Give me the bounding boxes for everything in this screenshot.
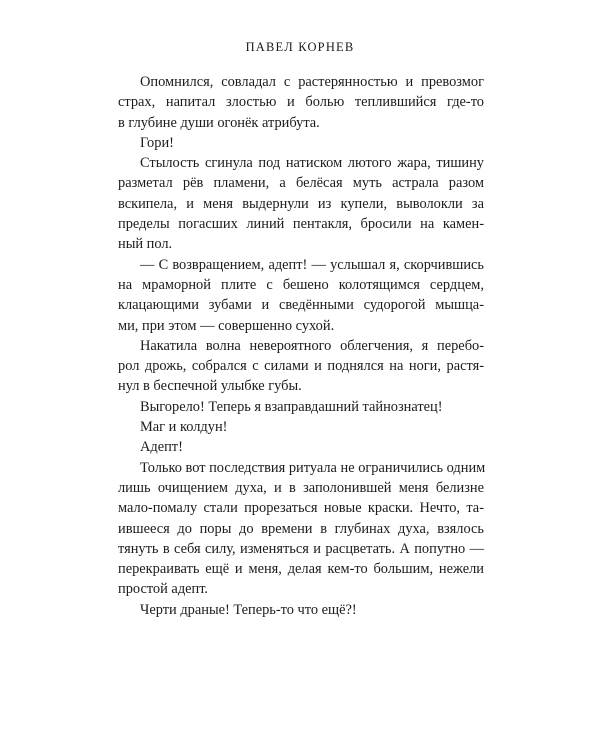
text-line: вскипела, и меня выдернули из купели, выволокли за — [118, 195, 484, 212]
page-body-text — [118, 72, 484, 620]
text-line: пределы погасших линий пентакля, бросили на камен- — [118, 216, 484, 233]
paragraph — [118, 397, 484, 417]
text-line: — С возвращением, адепт! — услышал я, скорчившись — [140, 256, 484, 273]
text-line: простой адепт. — [118, 581, 209, 598]
text-line: Накатила волна невероятного облегчения, я перебо- — [140, 337, 484, 354]
paragraph — [118, 458, 484, 600]
text-line: Черти драные! Теперь-то что ещё?! — [140, 601, 357, 618]
text-line: ившееся до поры до времени в глубинах духа, взялось — [118, 520, 484, 537]
text-line: Стылость сгинула под натиском лютого жара, тишину — [140, 155, 484, 172]
paragraph — [118, 336, 484, 397]
text-line: ми, при этом — совершенно сухой. — [118, 317, 335, 334]
text-line: Маг и колдун! — [140, 419, 228, 436]
text-line: перекраивать ещё и меня, делая кем-то большим, нежели — [118, 561, 484, 578]
text-line: на мраморной плите с бешено колотящимся сердцем, — [118, 276, 484, 293]
text-line: Только вот последствия ритуала не ограничились одним — [140, 459, 486, 476]
text-line: клацающими зубами и сведёнными судорогой мышца- — [118, 297, 484, 314]
paragraph — [118, 437, 484, 457]
paragraph — [118, 417, 484, 437]
text-line: в глубине души огонёк атрибута. — [118, 114, 320, 131]
paragraph — [118, 255, 484, 336]
paragraph — [118, 153, 484, 254]
running-header-author: ПАВЕЛ КОРНЕВ — [245, 40, 355, 54]
text-line: Выгорело! Теперь я взаправдашний тайнознатец! — [140, 398, 443, 415]
text-line: мало-помалу стали прорезаться новые краски. Нечто, та- — [118, 500, 484, 517]
text-line: Гори! — [140, 134, 174, 151]
text-line: нул в беспечной улыбке губы. — [118, 378, 302, 395]
text-line: страх, напитал злостью и болью теплившийся где-то — [118, 94, 484, 111]
text-line: лишь очищением духа, и в заполонившей меня белизне — [118, 479, 484, 496]
text-line: Адепт! — [140, 439, 183, 456]
text-line: рол дрожь, собрался с силами и поднялся на ноги, растя- — [118, 358, 484, 375]
text-line: разметал рёв пламени, а белёсая муть астрала разом — [118, 175, 484, 192]
text-line: ный пол. — [118, 236, 173, 253]
paragraph — [118, 72, 484, 133]
text-line: тянуть в себя силу, изменяться и расцветать. А попутно — — [118, 540, 484, 557]
text-line: Опомнился, совладал с растерянностью и превозмог — [140, 74, 484, 90]
paragraph — [118, 600, 484, 620]
paragraph — [118, 133, 484, 153]
